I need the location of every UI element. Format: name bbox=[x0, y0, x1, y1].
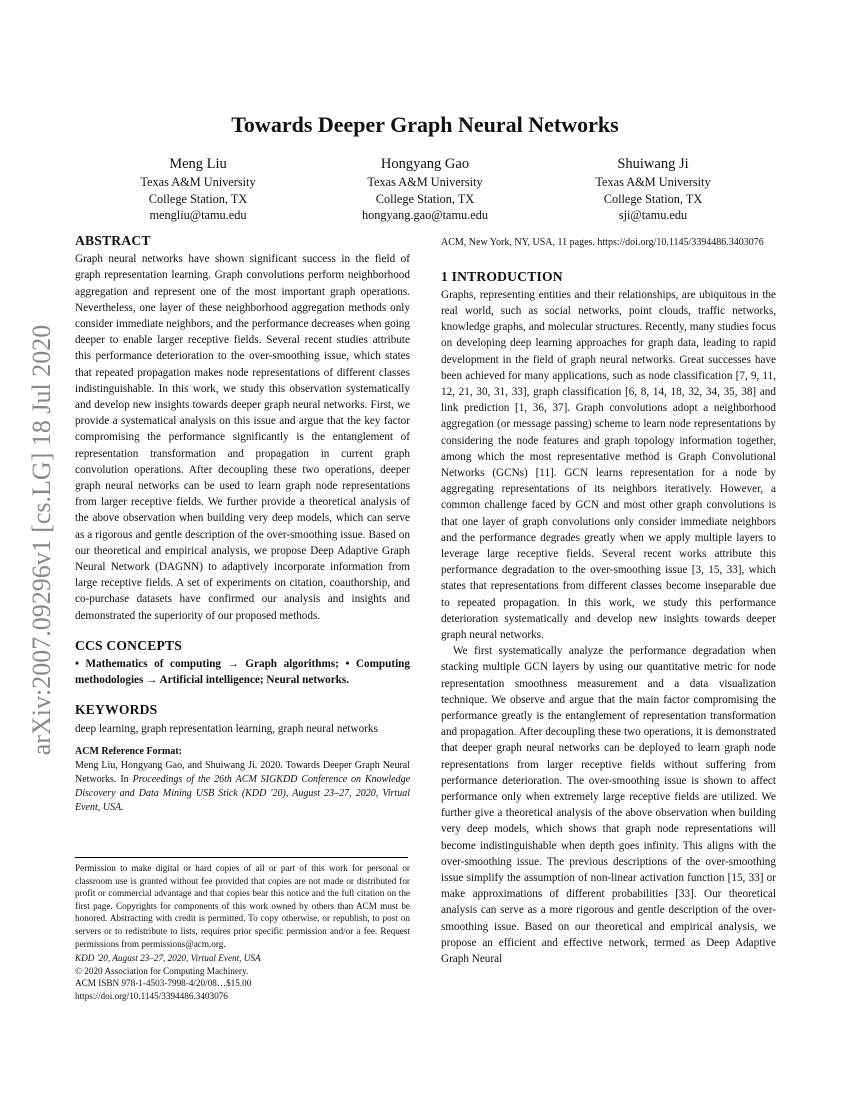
author-location: College Station, TX bbox=[603, 191, 703, 206]
intro-heading: 1 INTRODUCTION bbox=[441, 268, 563, 284]
right-column bbox=[441, 236, 776, 967]
copyright-text: © 2020 Association for Computing Machinery. bbox=[75, 965, 249, 976]
doi-link[interactable]: https://doi.org/10.1145/3394486.3403076 bbox=[75, 990, 228, 1001]
abstract-text: Graph neural networks have shown significant success in the field of graph representation learning. Graph convolutions perform neighborhood aggregation and represent one of the most important graph operations. Nevertheless, one layer of these neighborhood aggregation methods only consider immediate neighbors, and the performance decreases when going deeper to enable larger receptive fields. Several recent studies attribute this performance deterioration to the over-smoothing issue, which states that repeated propagation makes node representations of different classes indistinguishable. In this work, we study this observation systematically and develop new insights towards deeper graph neural networks. First, we provide a systematical analysis on this issue and argue that the key factor compromising the performance significantly is the entanglement of representation transformation and propagation in current graph convolution operations. After decoupling these two operations, deeper graph neural networks can be used to learn graph node representations from larger receptive fields. We further provide a theoretical analysis of the above observation when building very deep models, which can serve as a rigorous and gentle description of the over-smoothing issue. Based on our theoretical and empirical analysis, we propose Deep Adaptive Graph Neural Network (DAGNN) to adaptively incorporate information from large receptive fields. A set of experiments on citation, coauthorship, and co-purchase datasets have confirmed our analysis and insights and demonstrated the superiority of our proposed methods. bbox=[75, 253, 410, 622]
abstract-heading: ABSTRACT bbox=[75, 233, 151, 248]
left-column bbox=[75, 233, 410, 815]
acm-ref-italic: Proceedings of the 26th ACM SIGKDD Conference on Knowledge Discovery and Data Mining USB Stick (KDD '20), August 23–27, 2020, Virtual Event, USA. bbox=[75, 773, 411, 813]
isbn-text: ACM ISBN 978-1-4503-7998-4/20/08…$15.00 bbox=[75, 978, 252, 989]
author-affiliation: Texas A&M University bbox=[140, 175, 256, 189]
keywords-heading: KEYWORDS bbox=[75, 702, 158, 718]
author-email[interactable]: hongyang.gao@tamu.edu bbox=[361, 208, 489, 222]
author-name: Meng Liu bbox=[169, 156, 227, 172]
paper-title: Towards Deeper Graph Neural Networks bbox=[231, 112, 619, 137]
intro-paragraph: Graphs, representing entities and their relationships, are ubiquitous in the real world, such as social networks, point clouds, traffic networks, knowledge graphs, and molecular structures. Recently, many studies focus on developing deep learning approaches for graph data, leading to rapid development in the field of graph neural networks. Great successes have been achieved for many applications, such as node classification [7, 9, 11, 12, 21, 30, 31, 33], graph classification [6, 8, 14, 18, 32, 34, 35, 38] and link prediction [1, 36, 37]. Graph convolutions adopt a neighborhood aggregation (or message passing) scheme to learn node representations by considering the node features and graph topology information together, among which the most representative method is Graph Convolutional Networks (GCNs) [11]. GCN learns representation for a node by aggregating representations of its neighbors iteratively. However, a common challenge faced by GCN and most other graph convolutions is that one layer of graph convolutions only consider immediate neighbors and the performance degrades greatly when we apply multiple layers to leverage large receptive fields. Several recent works attribute this performance degradation to the over-smoothing issue [3, 15, 33], which states that representations from different classes become inseparable due to repeated propagation. In this work, we study this performance deterioration systematically and develop new insights towards deeper graph neural networks. bbox=[441, 288, 776, 641]
acm-ref-heading: ACM Reference Format: bbox=[75, 745, 182, 757]
footnote bbox=[75, 857, 410, 1003]
keywords-text: deep learning, graph representation learning, graph neural networks bbox=[75, 722, 378, 735]
ccs-heading: CCS CONCEPTS bbox=[75, 637, 183, 653]
venue-text: KDD '20, August 23–27, 2020, Virtual Event, USA bbox=[75, 953, 261, 964]
footnote-rule bbox=[75, 857, 408, 858]
author-name: Shuiwang Ji bbox=[617, 156, 689, 172]
arxiv-stamp: arXiv:2007.09296v1 [cs.LG] 18 Jul 2020 bbox=[27, 324, 56, 756]
author-affiliation: Texas A&M University bbox=[595, 175, 711, 189]
author-block bbox=[523, 155, 783, 224]
author-email[interactable]: mengliu@tamu.edu bbox=[149, 208, 247, 222]
permission-text: Permission to make digital or hard copies of all or part of this work for personal or classroom use is granted without fee provided that copies are not made or distributed for profit or commercial advantage and that copies bear this notice and the full citation on the first page. Copyrights for components of this work owned by others than ACM must be honored. Abstracting with credit is permitted. To copy otherwise, or republish, to post on servers or to redistribute to lists, requires prior specific permission and/or a fee. Request permissions from permissions@acm.org. bbox=[75, 863, 410, 949]
acm-ref-continued: ACM, New York, NY, USA, 11 pages. https://doi.org/10.1145/3394486.3403076 bbox=[441, 237, 764, 248]
author-email[interactable]: sji@tamu.edu bbox=[618, 208, 688, 222]
author-block bbox=[68, 155, 328, 224]
author-name: Hongyang Gao bbox=[380, 156, 470, 172]
intro-paragraph: We first systematically analyze the performance degradation when stacking multiple GCN layers by using our quantitative metric for node representation smoothness measurement and a data visualization technique. We observe and argue that the main factor compromising the performance greatly is the entanglement of representation transformation and propagation. After decoupling these two operations, it is demonstrated that deeper graph neural networks can be deployed to learn graph node representations from larger receptive fields without suffering from performance deterioration. The over-smoothing issue is shown to affect performance only when extremely large receptive fields are utilized. We further give a theoretical analysis of the above observation when building very deep models, which shows that graph node representations will become indistinguishable when depth goes infinity. This aligns with the over-smoothing issue. The previous descriptions of the over-smoothing issue simplify the assumption of non-linear activation function [15, 33] or make approximations of different probabilities [33]. Our theoretical analysis can serve as a more rigorous and gentle description of the over-smoothing issue. Based on our theoretical and empirical analysis, we propose an efficient and effective network, termed as Deep Adaptive Graph Neural bbox=[441, 645, 776, 966]
author-affiliation: Texas A&M University bbox=[367, 175, 483, 189]
ccs-text: • Mathematics of computing → Graph algorithms; • Computing methodologies → Artificial intelligence; Neural networks. bbox=[75, 658, 410, 687]
acm-ref-text: Meng Liu, Hongyang Gao, and Shuiwang Ji. 2020. Towards Deeper Graph Neural Networks. In bbox=[75, 759, 410, 785]
author-block bbox=[295, 155, 555, 224]
author-location: College Station, TX bbox=[375, 191, 475, 206]
author-location: College Station, TX bbox=[148, 191, 248, 206]
